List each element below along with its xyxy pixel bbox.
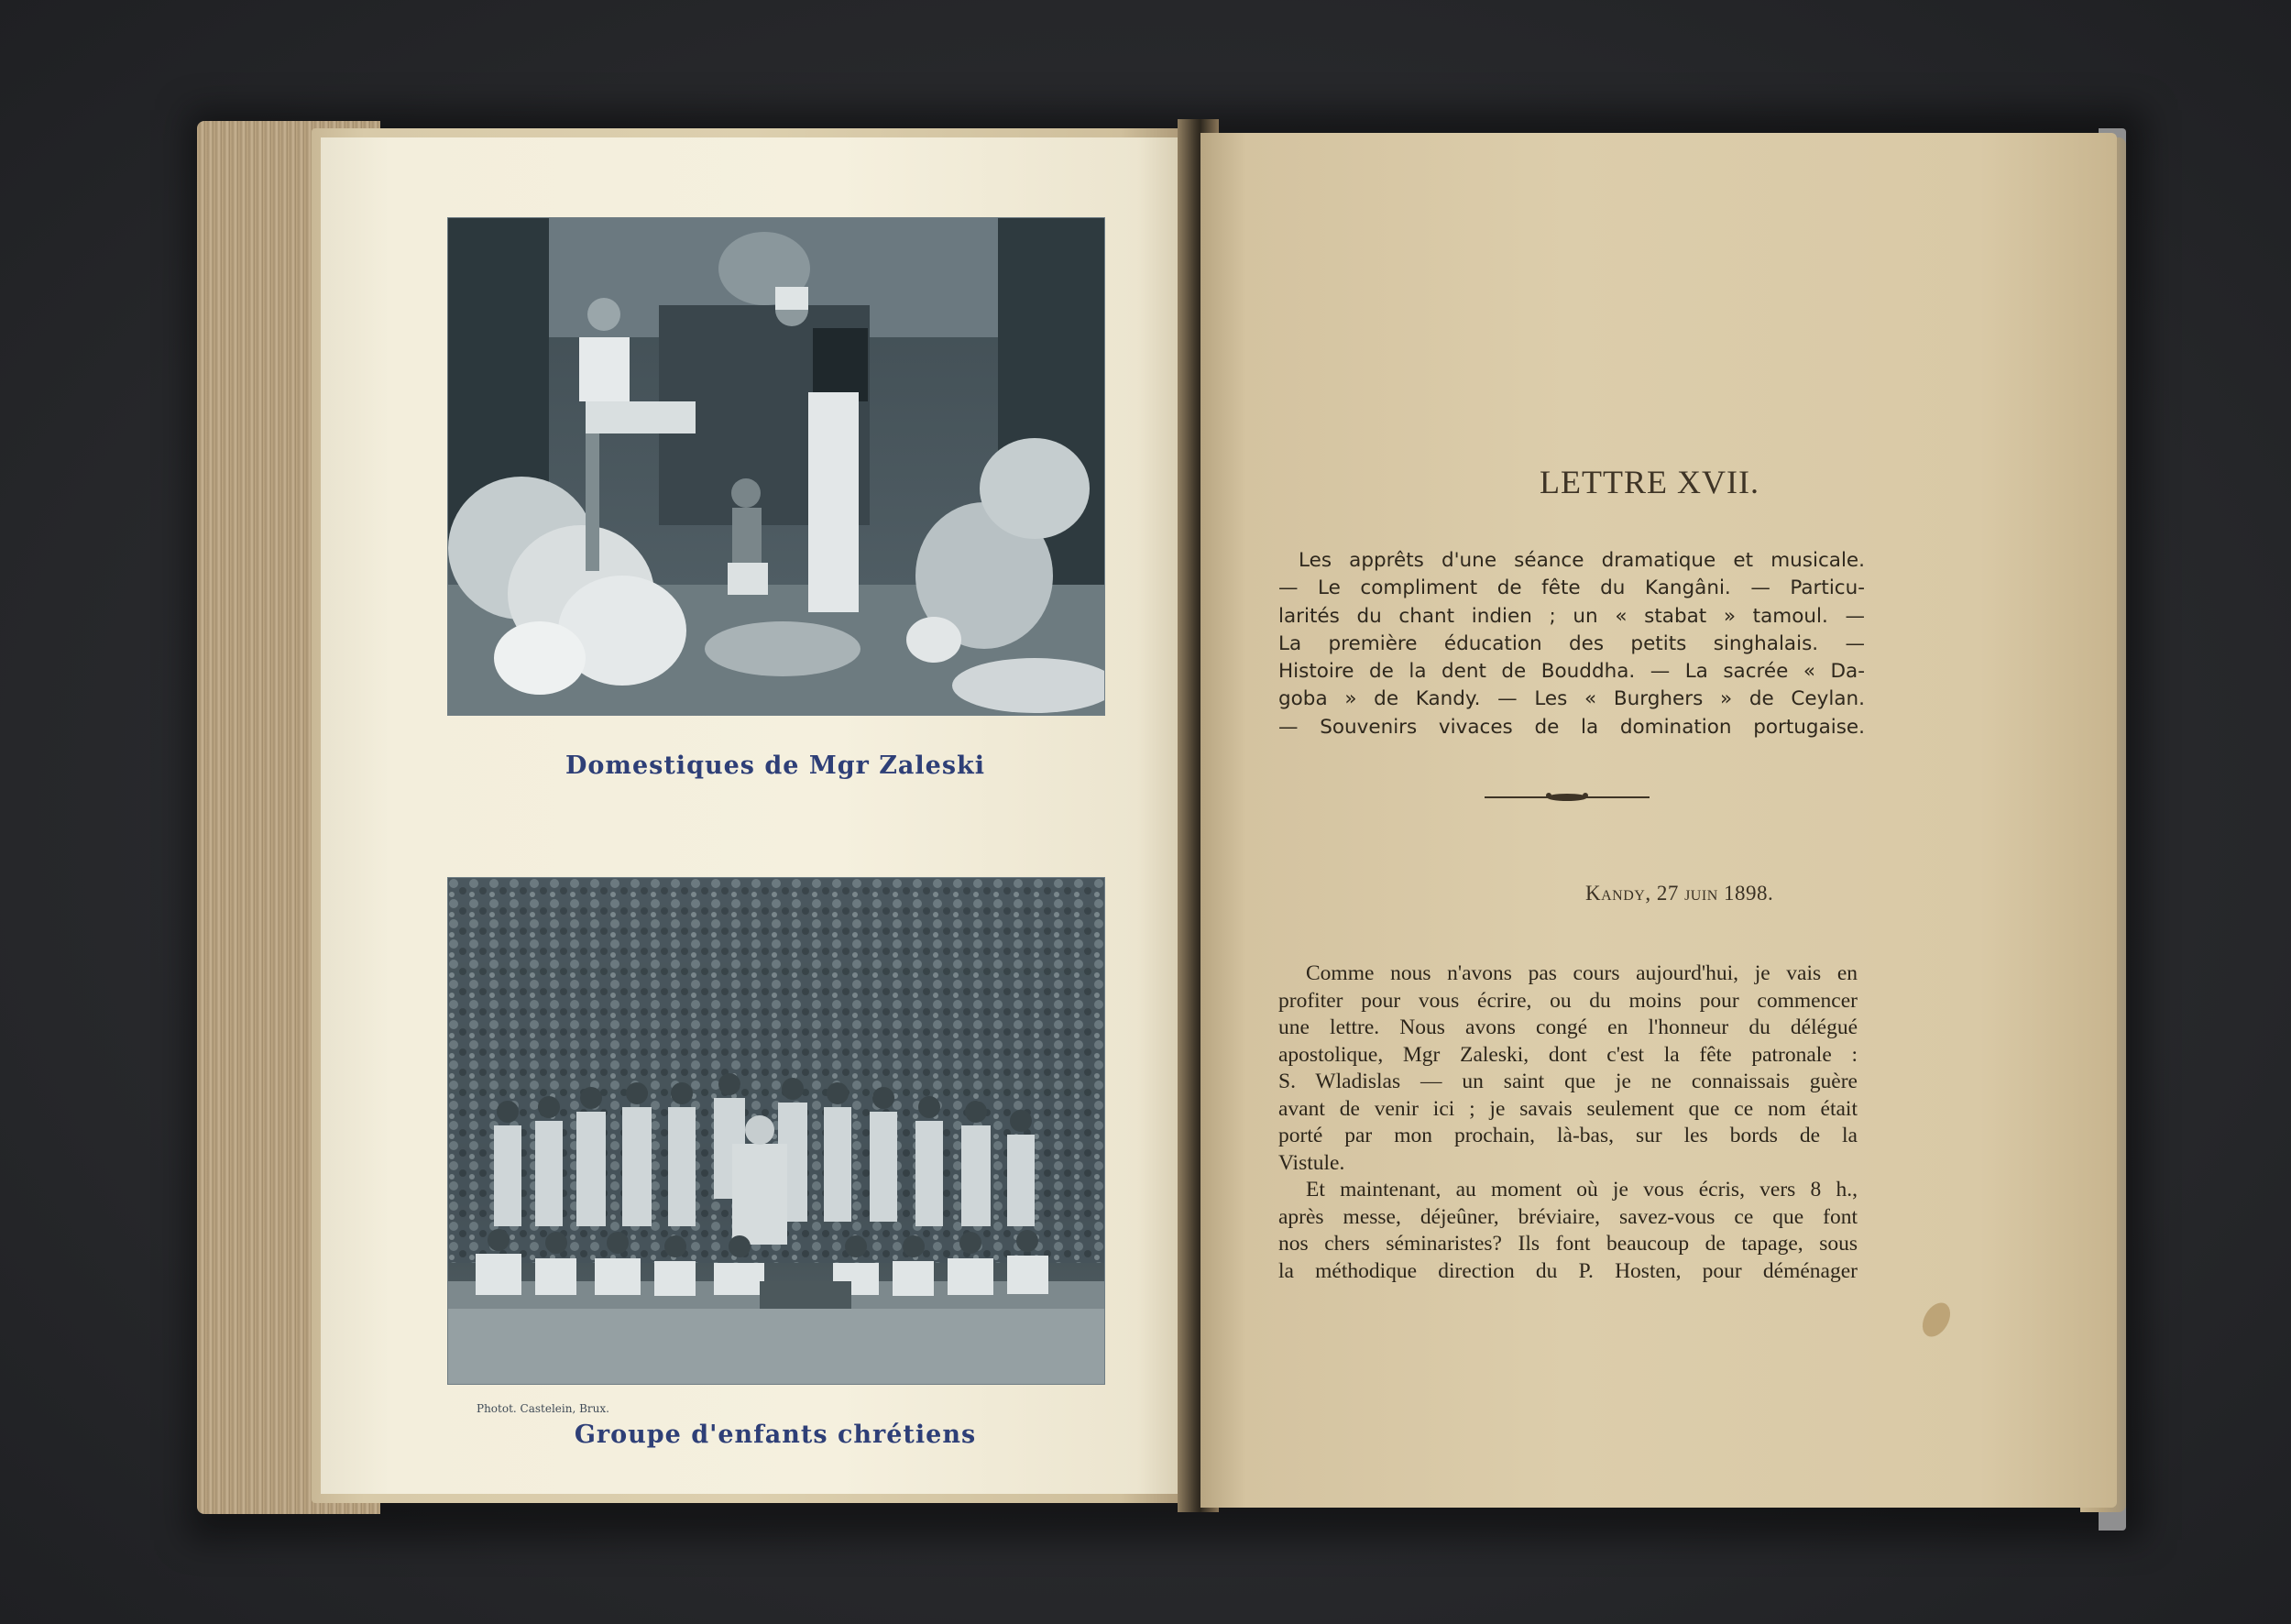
body-line: la méthodique direction du P. Hosten, pour déménager xyxy=(1278,1258,1858,1283)
photo-credit: Photot. Castelein, Brux. xyxy=(477,1402,609,1415)
summary-line: Les apprêts d'une séance dramatique et musicale. xyxy=(1299,549,1865,572)
right-page xyxy=(1200,133,2117,1508)
ornamental-rule xyxy=(1485,788,1650,807)
body-line: S. Wladislas — un saint que je ne connaissais guère xyxy=(1278,1070,1858,1093)
body-line: une lettre. Nous avons congé en l'honneur du délégué xyxy=(1278,1015,1858,1039)
letter-date: Kandy, 27 juin 1898. xyxy=(1585,882,1774,905)
body-line: après messe, déjeûner, bréviaire, savez-vous ce que font xyxy=(1278,1204,1858,1229)
photo-groupe-enfants xyxy=(447,877,1105,1385)
body-line: Comme nous n'avons pas cours aujourd'hui, je vais en xyxy=(1306,961,1858,985)
summary-line: La première éducation des petits singhalais. — xyxy=(1278,631,1865,655)
body-line: profiter pour vous écrire, ou du moins pour commencer xyxy=(1278,988,1858,1013)
chapter-summary xyxy=(1278,547,1865,741)
summary-line: larités du chant indien ; un « stabat » tamoul. — xyxy=(1278,604,1865,628)
summary-line: goba » de Kandy. — Les « Burghers » de Ceylan. xyxy=(1278,687,1865,711)
body-line: porté par mon prochain, là-bas, sur les bords de la xyxy=(1278,1124,1858,1147)
letter-heading: LETTRE XVII. xyxy=(1540,464,1759,500)
summary-line: — Souvenirs vivaces de la domination portugaise. xyxy=(1278,715,1865,739)
caption-groupe-enfants: Groupe d'enfants chrétiens xyxy=(574,1421,977,1449)
summary-line: — Le compliment de fête du Kangâni. — Particu- xyxy=(1278,576,1865,600)
caption-domestiques: Domestiques de Mgr Zaleski xyxy=(565,752,986,780)
body-line: avant de venir ici ; je savais seulement que ce nom était xyxy=(1278,1096,1858,1121)
body-line: Et maintenant, au moment où je vous écris, vers 8 h., xyxy=(1306,1178,1858,1202)
body-line: apostolique, Mgr Zaleski, dont c'est la fête patronale : xyxy=(1278,1042,1858,1067)
photo-domestiques xyxy=(447,217,1105,716)
letter-body xyxy=(1278,960,1858,1285)
body-line: nos chers séminaristes? Ils font beaucoup de tapage, sous xyxy=(1278,1232,1858,1256)
summary-line: Histoire de la dent de Bouddha. — La sacrée « Da- xyxy=(1278,660,1865,684)
body-line: Vistule. xyxy=(1278,1150,1345,1175)
